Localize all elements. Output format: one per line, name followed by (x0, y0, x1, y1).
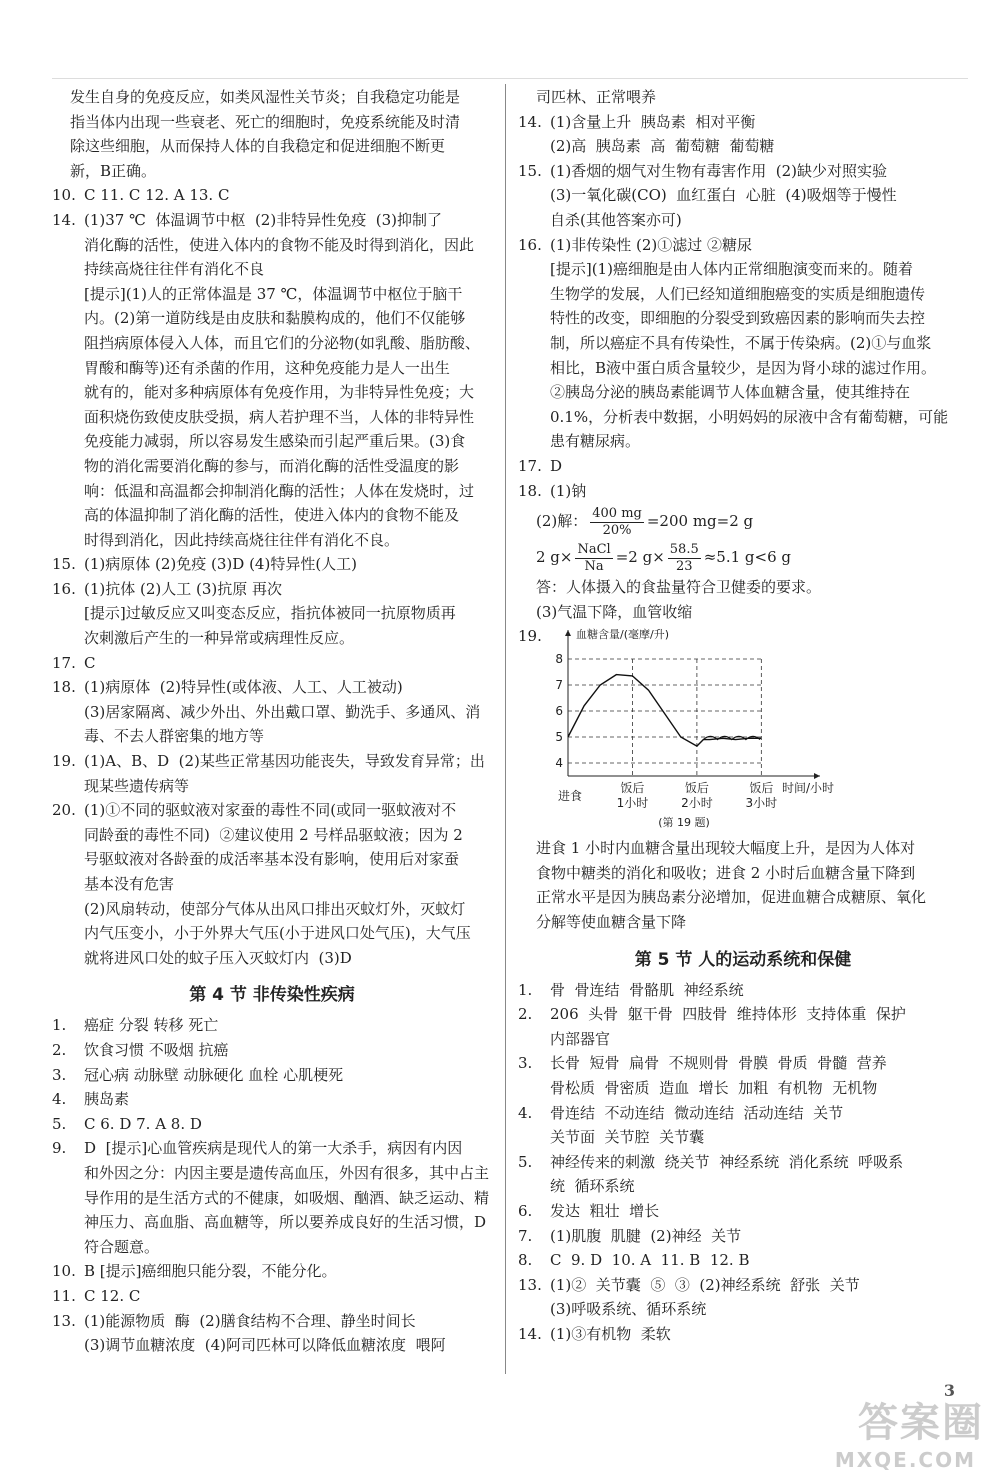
y-tick-label: 4 (555, 756, 563, 771)
r-answer-19: 19. 4 5 6 7 8 饭后 1小时 饭后 2小时 饭后 3小时 进食 时间/小时 血糖含量/(毫摩/升) (第 19 题) (518, 624, 968, 836)
chart-svg (550, 624, 850, 834)
answer-14: 14. (1)37 ℃ 体温调节中枢 (2)非特异性免疫 (3)抑制了 消化酶的活性，使进入体内的食物不能及时得到消化，因此 持续高烧往往伴有消化不良 (52, 210, 475, 279)
s5-answer-9: 13. (1)② 关节囊 ⑤ ③ (2)神经系统 舒张 关节 (3)呼吸系统、循环系统 (518, 1275, 860, 1319)
answer-10-13: 10. C 11. C 12. A 13. C (52, 186, 230, 205)
x-tick-label: 3小时 (745, 796, 778, 811)
answer-18: 18. (1)病原体 (2)特异性(或体液、人工、人工被动) (3)居家隔离、减少外出、外出戴口罩、勤洗手、多通风、消 毒、不去人群密集的地方等 (52, 678, 481, 746)
r-answer-19-explanation: 进食 1 小时内血糖含量出现较大幅度上升，是因为人体对 食物中糖类的消化和吸收；进食 2 小时后血糖含量下降到 正常水平是因为胰岛素分泌增加，促进血糖合成糖原、氧化 分解等使血糖含量下降 (536, 839, 927, 932)
r-answer-14: 14. (1)含量上升 胰岛素 相对平衡 (2)高 胰岛素 高 葡萄糖 葡萄糖 (518, 112, 775, 156)
x-tick-label: 2小时 (681, 796, 713, 811)
r-answer-18: 18. (1)钠 (518, 481, 587, 500)
answer-continuation: 发生自身的免疫反应，如类风湿性关节炎；自我稳定功能是 指当体内出现一些衰老、死亡的细胞时，免疫系统能及时清 除这些细胞，从而保持人体的自我稳定和促进细胞不断更 新，B正确。 (70, 88, 461, 180)
x-tick-label: 1小时 (616, 796, 649, 811)
watermark-url: MXQE.COM (834, 1448, 976, 1472)
y-axis-label: 血糖含量/(毫摩/升) (576, 628, 669, 642)
r-answer-15: 15. (1)香烟的烟气对生物有毒害作用 (2)缺少对照实验 (3)一氧化碳(CO) 血红蛋白 心脏 (4)吸烟等于慢性 自杀(其他答案亦可) (518, 161, 897, 229)
s4-answer-10: 10. B [提示]癌细胞只能分裂，不能分化。 (52, 1262, 337, 1281)
y-tick-label: 7 (555, 678, 563, 693)
r-answer-16-tip: [提示](1)癌细胞是由人体内正常细胞演变而来的。随着 生物学的发展，人们已经知道细胞癌变的实质是细胞遗传 特性的改变，即细胞的分裂受到致癌因素的影响而失去控 制，所以癌症不具有传染性，不属于传染病。(2)①与血浆 相比，B液中蛋白质含量较少，是因为肾小球的滤过作用。 ②胰岛分泌的胰岛素能调节人体血糖含量，使其维持在 0.1%，分析表中数据，小明妈妈的尿液中含有葡萄糖，可能 患有糖尿病。 (550, 260, 949, 451)
answer-16: 16. (1)抗体 (2)人工 (3)抗原 再次 (52, 579, 283, 598)
watermark-logo-text: 答案圈 (858, 1400, 984, 1446)
origin-label: 进食 (557, 789, 583, 804)
s5-answer-5: 5. 神经传来的刺激 绕关节 神经系统 消化系统 呼吸系 统 循环系统 (518, 1152, 904, 1196)
left-column (52, 85, 492, 1358)
s5-answer-4: 4. 骨连结 不动连结 微动连结 活动连结 关节 关节面 关节腔 关节囊 (518, 1103, 844, 1147)
section-5-title: 第 5 节 人的运动系统和保健 (634, 949, 852, 970)
y-tick-label: 8 (555, 652, 563, 667)
s5-answer-10: 14. (1)③有机物 柔软 (518, 1324, 671, 1343)
r-answer-18-calc-1: (2)解： $\frac{400 mg}{20\%}$ =200 mg=2 g (536, 505, 754, 538)
x-tick-label: 饭后 (749, 781, 774, 796)
s4-answer-4: 4. 胰岛素 (52, 1090, 130, 1109)
answer-15: 15. (1)病原体 (2)免疫 (3)D (4)特异性(人工) (52, 555, 358, 574)
s5-answer-7: 7. (1)肌腹 肌腱 (2)神经 关节 (518, 1226, 742, 1245)
r-answer-17: 17. D (518, 456, 563, 475)
s4-answer-9: 9. D [提示]心血管疾病是现代人的第一大杀手，病因有内因 和外因之分：内因主要是遗传高血压，外因有很多，其中占主 导作用的是生活方式的不健康，如吸烟、酗酒、缺乏运动、精 神压力、高血脂、高血糖等，所以要养成良好的生活习惯，D 符合题意。 (52, 1139, 490, 1256)
header-rule (52, 78, 968, 79)
r-answer-18-calc-2: 2 g× $\frac{\text{NaCl}}{Na}$ =2 g× $\frac{58.5}{23}$ ≈5.1 g<6 g (536, 541, 792, 574)
r-answer-16: 16. (1)非传染性 (2)①滤过 ②糖尿 (518, 235, 753, 254)
y-axis-arrow (565, 630, 571, 636)
s4-answer-2: 2. 饮食习惯 不吸烟 抗癌 (52, 1040, 229, 1059)
fraction-2: $\frac{\text{NaCl}}{Na}$ (577, 541, 611, 574)
answer-17: 17. C (52, 653, 96, 672)
s5-answer-1: 1. 骨 骨连结 骨骼肌 神经系统 (518, 980, 744, 999)
answer-14-tip: [提示](1)人的正常体温是 37 ℃，体温调节中枢位于脑干 内。(2)第一道防线是由皮肤和黏膜构成的，他们不仅能够 阻挡病原体侵入人体，而且它们的分泌物(如乳酸、脂肪酸、 胃酸和酶等)还有杀菌的作用，这种免疫能力是人一出生 就有的，能对多种病原体有免疫作用，为非特异性免疫；大 面积烧伤致使皮肤受损，病人若护理不当，人体的非特异性 免疫能力减弱，所以容易发生感染而引起严重后果。(3)食 物的消化需要消化酶的参与，而消化酶的活性受温度的影 响：低温和高温都会抑制消化酶的活性；人体在发烧时，过 高的体温抑制了消化酶的活性，使进入体内的食物不能及 时得到消化，因此持续高烧往往伴有消化不良。 (84, 284, 480, 549)
x-tick-label: 饭后 (620, 781, 645, 796)
s5-answer-3: 3. 长骨 短骨 扁骨 不规则骨 骨膜 骨质 骨髓 营养 骨松质 骨密质 造血 增长 加粗 有机物 无机物 (518, 1054, 887, 1098)
answer-19: 19. (1)A、B、D (2)某些正常基因功能丧失，导致发育异常；出 现某些遗传病等 (52, 752, 485, 795)
right-column (518, 85, 968, 1347)
section-5-list (518, 978, 968, 1347)
section-4-title: 第 4 节 非传染性疾病 (189, 985, 355, 1006)
s4-answer-1: 1. 癌症 分裂 转移 死亡 (52, 1016, 219, 1035)
y-tick-label: 5 (555, 730, 563, 745)
watermark (764, 1402, 984, 1472)
column-divider (505, 84, 506, 1374)
x-axis-arrow (814, 773, 820, 779)
answer-20: 20. (1)①不同的驱蚊液对家蚕的毒性不同(或同一驱蚊液对不 同龄蚕的毒性不同) ②建议使用 2 号样品驱蚊液；因为 2 号驱蚊液对各龄蚕的成活率基本没有影响，使用后对家蚕 基本没有危害 (2)风扇转动，使部分气体从出风口排出灭蚊灯外，灭蚊灯 内气压变小，小于外界大气压(小于进风口处气压)，大气压 就将进风口处的蚊子压入灭蚊灯内 (3)D (52, 801, 471, 967)
page-number: 3 (943, 1381, 955, 1400)
y-tick-label: 6 (555, 704, 563, 719)
s4-answer-11-12: 11. C 12. C (52, 1286, 141, 1305)
s4-answer-13: 13. (1)能源物质 酶 (2)膳食结构不合理、静坐时间长 (3)调节血糖浓度 (4)阿司匹林可以降低血糖浓度 喂阿 (52, 1311, 446, 1355)
s5-answer-6: 6. 发达 粗壮 增长 (518, 1202, 660, 1220)
blood-sugar-chart (550, 624, 968, 834)
chart-caption: (第 19 题) (658, 816, 710, 830)
answer-16-tip: [提示]过敏反应又叫变态反应，指抗体被同一抗原物质再 次刺激后产生的一种异常或病理性反应。 (84, 604, 456, 648)
x-axis-label: 时间/小时 (781, 781, 835, 796)
answer-continuation-right: 司匹林、正常喂养 (536, 88, 657, 106)
s4-answer-5-8: 5. C 6. D 7. A 8. D (52, 1114, 202, 1133)
s5-answer-2: 2. 206 头骨 躯干骨 四肢骨 维持体形 支持体重 保护 内部器官 (518, 1005, 906, 1048)
x-tick-label: 饭后 (684, 781, 709, 796)
fraction-1: $\frac{400 mg}{20\%}$ (592, 505, 642, 538)
s4-answer-3: 3. 冠心病 动脉壁 动脉硬化 血栓 心肌梗死 (52, 1065, 344, 1084)
s5-answer-8: 8. C 9. D 10. A 11. B 12. B (518, 1251, 750, 1270)
fraction-3: $\frac{58.5}{23}$ (669, 541, 699, 574)
r-answer-18-conclusion: 答：人体摄入的食盐量符合卫健委的要求。 (3)气温下降，血管收缩 (536, 578, 822, 621)
